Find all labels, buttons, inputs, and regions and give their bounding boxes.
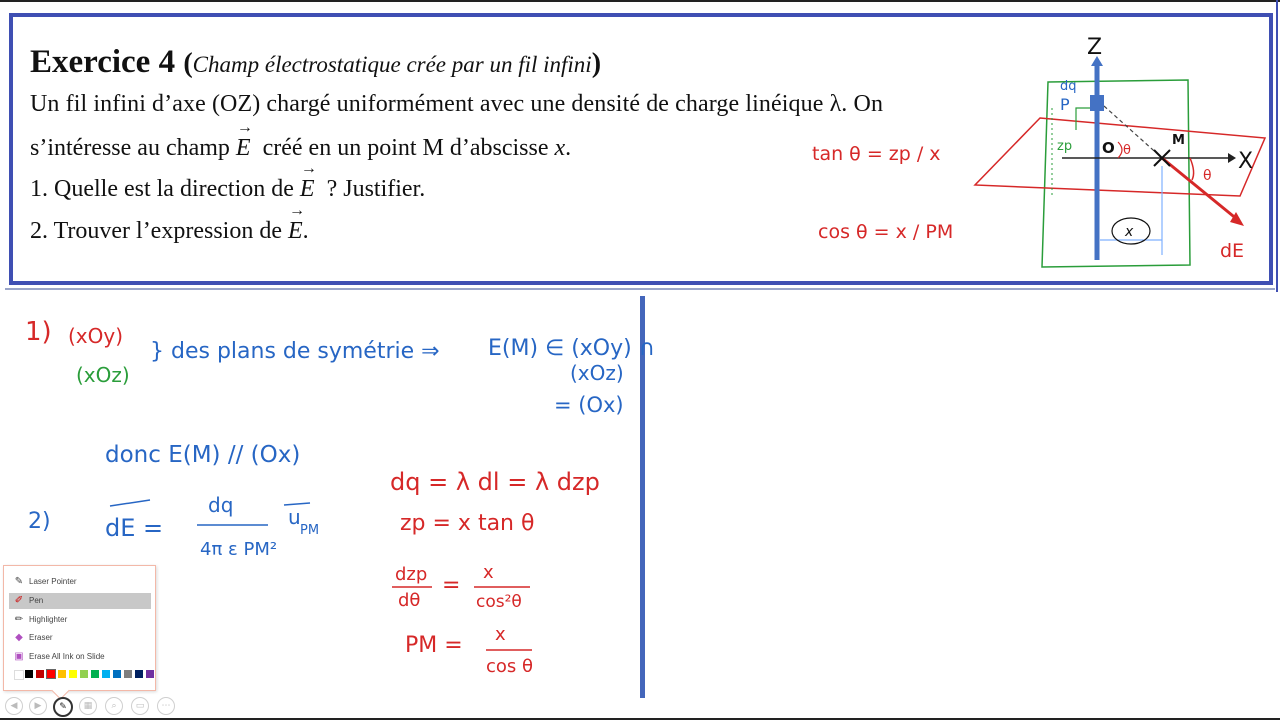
q2-text: 2. Trouver l’expression de <box>30 218 282 244</box>
unit-vector-sub: PM <box>300 523 320 538</box>
relation-pm-num: x <box>495 624 506 645</box>
axis-z-label: Z <box>1087 35 1103 60</box>
field-result-1: E(M) ∈ (xOy) ∩ <box>488 336 655 361</box>
symmetry-text: } des plans de symétrie ⇒ <box>150 339 440 364</box>
line2-var-x: x <box>554 135 566 161</box>
exercise-number: Exercice 4 <box>30 44 176 80</box>
pen-tool-button[interactable]: ✎ <box>53 697 73 717</box>
color-swatch[interactable] <box>47 670 55 678</box>
x-dim-label: x <box>1125 224 1134 240</box>
plane-xoy: (xOy) <box>68 324 124 348</box>
unit-vector: u <box>288 505 301 529</box>
menu-pen[interactable] <box>9 593 151 609</box>
color-swatch[interactable] <box>113 670 121 678</box>
cos-relation: cos θ = x / PM <box>818 221 954 243</box>
line2-end: . <box>565 135 572 161</box>
menu-laser-pointer[interactable] <box>9 574 151 590</box>
q2-end: . <box>302 218 309 244</box>
color-swatch[interactable] <box>36 670 44 678</box>
axis-x-label: X <box>1238 149 1254 174</box>
origin-label: O <box>1102 139 1115 157</box>
menu-erase-all[interactable] <box>9 649 151 665</box>
laser-pointer-icon: ✎ <box>14 576 24 587</box>
relation-pm-lhs: PM = <box>405 633 463 658</box>
statement-line-1: Un fil infini d’axe (OZ) chargé uniformément avec une densité de charge linéique λ. On <box>30 91 884 117</box>
relation-dzp-num: dzp <box>395 564 428 585</box>
solution-2-number: 2) <box>28 509 51 534</box>
slideshow-toolbar <box>0 697 190 717</box>
color-swatch[interactable] <box>69 670 77 678</box>
zoom-button[interactable]: ⌕ <box>105 697 123 715</box>
previous-slide-button[interactable]: ◀ <box>5 697 23 715</box>
next-slide-button[interactable]: ▶ <box>29 697 47 715</box>
field-result-3: = (Ox) <box>554 393 624 417</box>
vector-e: → E <box>288 218 303 245</box>
menu-eraser[interactable] <box>9 630 151 646</box>
color-swatch[interactable] <box>135 670 143 678</box>
relation-dq: dq = λ dl = λ dzp <box>390 468 600 496</box>
relation-zp: zp = x tan θ <box>400 511 535 536</box>
tan-relation: tan θ = zp / x <box>812 143 941 165</box>
relation-3-rhs-den: cos²θ <box>476 592 522 612</box>
see-all-slides-button[interactable]: ▦ <box>79 697 97 715</box>
relation-pm-den: cos θ <box>486 656 534 677</box>
menu-highlighter-label: Highlighter <box>29 615 68 624</box>
zp-label: zp <box>1057 139 1073 154</box>
de-numerator: dq <box>208 493 234 517</box>
menu-eraser-label: Eraser <box>29 633 53 642</box>
pen-icon: ✐ <box>14 595 24 606</box>
menu-laser-pointer-label: Laser Pointer <box>29 577 77 586</box>
q1-text: 1. Quelle est la direction de <box>30 176 294 202</box>
relation-3-eq: = <box>442 573 461 598</box>
eraser-icon: ◆ <box>15 632 23 643</box>
color-swatch[interactable] <box>25 670 33 678</box>
menu-pen-label: Pen <box>29 596 44 605</box>
de-denominator: 4π ε PM² <box>200 539 278 560</box>
dq-label: dq <box>1060 79 1077 94</box>
donc-line: donc E(M) // (Ox) <box>105 442 301 468</box>
color-swatch[interactable] <box>124 670 132 678</box>
q1-end: ? Justifier. <box>326 176 426 202</box>
theta-label-m: θ <box>1203 168 1212 184</box>
menu-highlighter[interactable] <box>9 612 151 628</box>
menu-erase-all-label: Erase All Ink on Slide <box>29 652 105 661</box>
erase-all-icon: ▣ <box>14 651 24 662</box>
subtitles-button[interactable]: ▭ <box>131 697 149 715</box>
point-m-label: M <box>1172 133 1185 148</box>
highlighter-icon: ✏ <box>14 614 24 625</box>
exercise-title: Exercice 4 (Champ électrostatique crée par un fil infini) <box>30 44 602 80</box>
de-arrow <box>110 500 150 506</box>
more-options-button[interactable]: ⋯ <box>157 697 175 715</box>
vector-e: → E <box>300 176 315 203</box>
plane-xoz: (xOz) <box>76 363 130 387</box>
exercise-subtitle: Champ électrostatique crée par un fil infini <box>192 52 592 77</box>
de-label: dE <box>1220 240 1245 262</box>
color-swatch[interactable] <box>80 670 88 678</box>
color-swatch[interactable] <box>91 670 99 678</box>
relation-3-rhs-num: x <box>483 562 494 583</box>
de-lhs: dE = <box>105 514 164 542</box>
color-swatch[interactable] <box>58 670 66 678</box>
solution-1-number: 1) <box>25 317 52 347</box>
theta-label-origin: θ <box>1123 143 1131 158</box>
relation-dtheta: dθ <box>398 590 421 611</box>
field-result-2: (xOz) <box>570 361 624 385</box>
color-swatch[interactable] <box>102 670 110 678</box>
line2-part-b: créé en un point M d’abscisse <box>262 135 549 161</box>
u-arrow <box>284 503 310 505</box>
color-swatch[interactable] <box>14 670 24 680</box>
line2-part-a: s’intéresse au champ <box>30 135 230 161</box>
color-swatch[interactable] <box>146 670 154 678</box>
p-label: P <box>1060 95 1070 114</box>
vector-e: → E <box>236 135 251 162</box>
